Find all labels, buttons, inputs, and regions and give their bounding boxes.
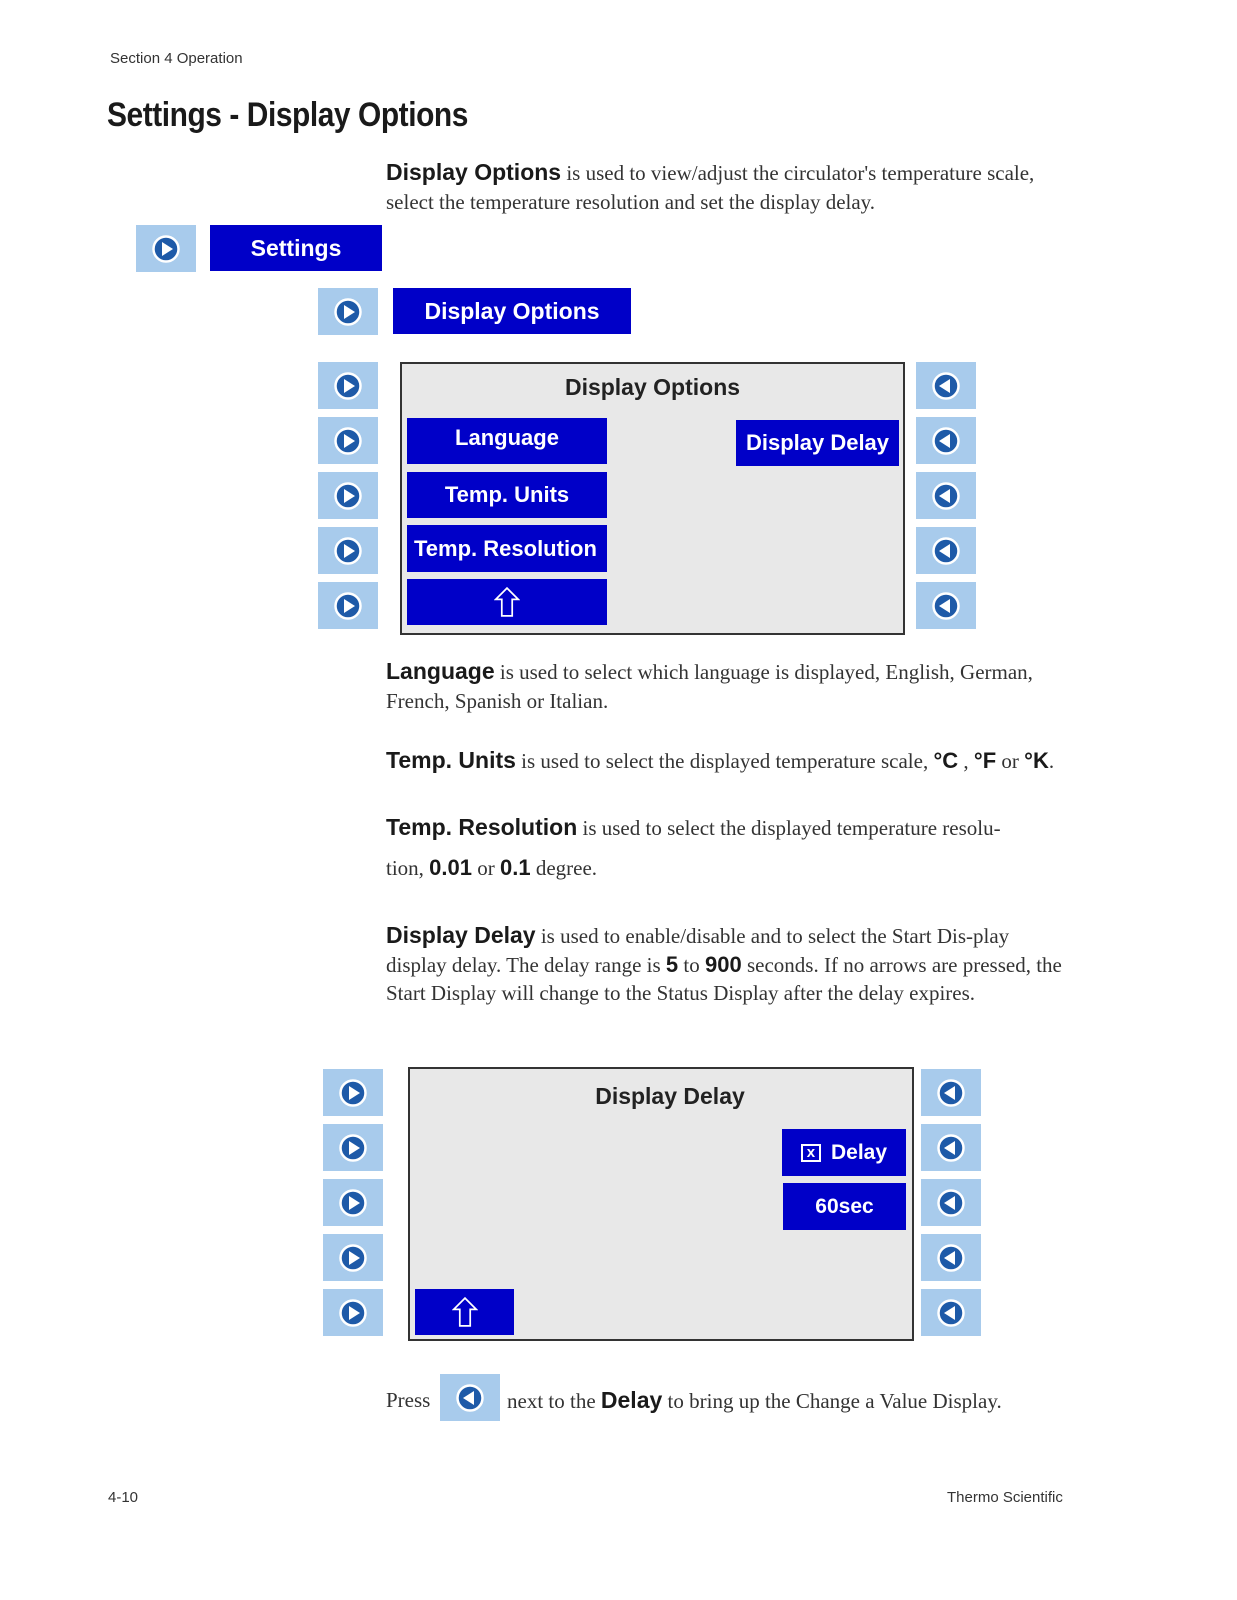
arrow-left-icon bbox=[931, 426, 961, 456]
intro-paragraph bbox=[386, 158, 1066, 216]
arrow-right-icon bbox=[338, 1078, 368, 1108]
home-arrow-icon bbox=[452, 1295, 478, 1329]
delay-softkey-example bbox=[440, 1374, 500, 1421]
delay-toggle-button[interactable] bbox=[782, 1129, 906, 1176]
language-term: Language bbox=[386, 658, 495, 684]
display-delay-button[interactable]: Display Delay bbox=[736, 420, 899, 466]
left-softkey-1[interactable] bbox=[318, 362, 378, 409]
intro-term: Display Options bbox=[386, 159, 562, 185]
delay-value-field[interactable]: 60sec bbox=[783, 1183, 906, 1230]
home-button[interactable] bbox=[407, 579, 607, 625]
temp-resolution-button[interactable]: Temp. Resolution bbox=[407, 525, 607, 572]
arrow-left-icon bbox=[936, 1188, 966, 1218]
arrow-right-icon bbox=[333, 536, 363, 566]
arrow-left-icon bbox=[931, 371, 961, 401]
section-header: Section 4 Operation bbox=[110, 50, 243, 67]
right-softkey-2[interactable] bbox=[921, 1124, 981, 1171]
press-note-text: next to the Delay to bring up the Change a Value Display. bbox=[507, 1387, 1002, 1413]
right-softkey-3[interactable] bbox=[916, 472, 976, 519]
left-softkey-2[interactable] bbox=[318, 417, 378, 464]
arrow-right-icon bbox=[338, 1243, 368, 1273]
arrow-left-icon bbox=[936, 1243, 966, 1273]
language-description: Language is used to select which language is displayed, English, German, French, Spanish or Italian. bbox=[386, 658, 1033, 713]
temp-units-button[interactable]: Temp. Units bbox=[407, 472, 607, 518]
arrow-right-icon bbox=[151, 234, 181, 264]
temp-units-term: Temp. Units bbox=[386, 747, 516, 773]
temp-resolution-term: Temp. Resolution bbox=[386, 814, 578, 840]
arrow-left-icon bbox=[931, 591, 961, 621]
right-softkey-4[interactable] bbox=[916, 527, 976, 574]
left-softkey-3[interactable] bbox=[318, 472, 378, 519]
arrow-left-icon bbox=[936, 1133, 966, 1163]
arrow-right-icon bbox=[333, 297, 363, 327]
page-number: 4-10 bbox=[108, 1489, 139, 1506]
left-softkey-3[interactable] bbox=[323, 1179, 383, 1226]
arrow-right-icon bbox=[338, 1298, 368, 1328]
screen-title: Display Options bbox=[564, 374, 741, 400]
display-delay-description: Display Delay is used to enable/disable and to select the Start Dis-play display delay. The delay range is 5 to 900 seconds. If no arrows are pressed, the Start Display will change to the Status Display after the delay expires. bbox=[386, 922, 1062, 1005]
right-softkey-1[interactable] bbox=[921, 1069, 981, 1116]
delay-label: Delay bbox=[830, 1140, 888, 1164]
left-softkey-2[interactable] bbox=[323, 1124, 383, 1171]
display-delay-screen bbox=[408, 1067, 914, 1341]
temp-units-description: Temp. Units is used to select the displayed temperature scale, °C , °F or °K. bbox=[386, 747, 1055, 773]
right-softkey-2[interactable] bbox=[916, 417, 976, 464]
display-delay-term: Display Delay bbox=[386, 922, 536, 948]
settings-menu-item[interactable]: Settings bbox=[210, 225, 382, 271]
footer-brand: Thermo Scientific bbox=[947, 1489, 1063, 1506]
left-softkey-4[interactable] bbox=[323, 1234, 383, 1281]
right-softkey-3[interactable] bbox=[921, 1179, 981, 1226]
arrow-right-icon bbox=[333, 426, 363, 456]
arrow-left-icon bbox=[455, 1383, 485, 1413]
intro-text: is used to view/adjust the circulator's temperature scale, select the temperature resolution and set the display delay. bbox=[386, 161, 1035, 214]
left-softkey-1[interactable] bbox=[323, 1069, 383, 1116]
language-button[interactable]: Language bbox=[407, 418, 607, 464]
right-softkey-5[interactable] bbox=[916, 582, 976, 629]
arrow-right-icon bbox=[338, 1133, 368, 1163]
arrow-right-icon bbox=[333, 481, 363, 511]
page-title: Settings - Display Options bbox=[107, 96, 468, 134]
checkbox-icon: x bbox=[801, 1144, 821, 1162]
display-options-menu-item[interactable]: Display Options bbox=[393, 288, 631, 334]
left-softkey-5[interactable] bbox=[318, 582, 378, 629]
temp-resolution-description: Temp. Resolution is used to select the displayed temperature resolu- tion, 0.01 or 0.1 degree. bbox=[386, 814, 1001, 880]
home-button[interactable] bbox=[415, 1289, 514, 1335]
right-softkey-5[interactable] bbox=[921, 1289, 981, 1336]
settings-nav-button[interactable] bbox=[136, 225, 196, 272]
arrow-right-icon bbox=[333, 591, 363, 621]
arrow-right-icon bbox=[333, 371, 363, 401]
home-arrow-icon bbox=[494, 585, 520, 619]
left-softkey-5[interactable] bbox=[323, 1289, 383, 1336]
arrow-left-icon bbox=[931, 536, 961, 566]
arrow-left-icon bbox=[931, 481, 961, 511]
left-softkey-4[interactable] bbox=[318, 527, 378, 574]
arrow-right-icon bbox=[338, 1188, 368, 1218]
delay-term: Delay bbox=[600, 1387, 663, 1413]
right-softkey-1[interactable] bbox=[916, 362, 976, 409]
display-options-nav-button[interactable] bbox=[318, 288, 378, 335]
display-options-screen bbox=[400, 362, 905, 635]
right-softkey-4[interactable] bbox=[921, 1234, 981, 1281]
press-label: Press bbox=[386, 1388, 431, 1412]
screen-title: Display Delay bbox=[595, 1083, 745, 1109]
arrow-left-icon bbox=[936, 1078, 966, 1108]
arrow-left-icon bbox=[936, 1298, 966, 1328]
